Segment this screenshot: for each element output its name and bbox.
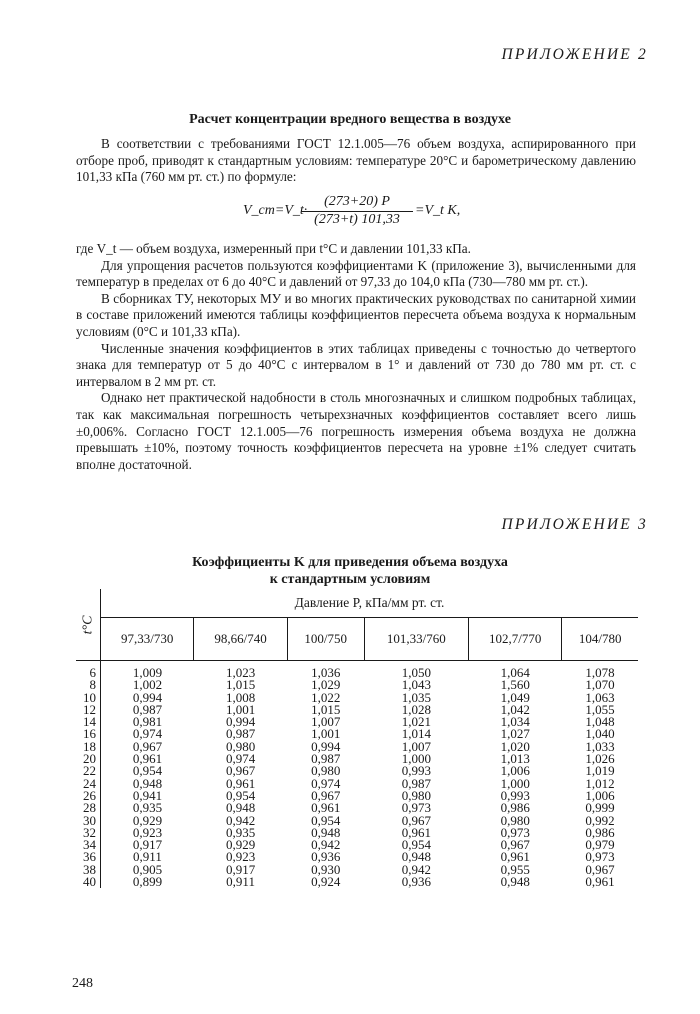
coefficient-cell: 0,961 — [500, 849, 530, 865]
coefficient-cell: 1,070 — [585, 677, 615, 693]
coefficient-cell: 0,942 — [225, 812, 256, 828]
coefficient-cell: 1,035 — [401, 689, 431, 705]
coefficient-cell: 0,948 — [132, 775, 163, 791]
coefficient-cell: 1,049 — [500, 689, 530, 705]
temperature-cell: 26 — [76, 790, 101, 802]
coefficient-cell: 0,936 — [311, 849, 341, 865]
coefficient-cell: 1,008 — [225, 689, 256, 705]
coefficient-cell: 0,948 — [225, 800, 256, 816]
coefficient-cell: 1,000 — [500, 775, 530, 791]
coefficient-cell: 0,987 — [225, 726, 256, 742]
coefficient-cell: 1,007 — [401, 738, 431, 754]
coefficient-cell: 0,955 — [500, 861, 530, 877]
temperature-cell: 24 — [76, 778, 101, 790]
pressure-column-header: 102,7/770 — [469, 618, 562, 661]
paragraph-collections: В сборниках ТУ, некоторых МУ и во многих практических руководствах по санитарной химии в составе приложений имеются таблицы коэффициентов пересчета объема воздуха к нормальным условиям (0°C и 101,33 кПа). — [76, 290, 636, 339]
coefficient-cell: 1,064 — [500, 665, 530, 680]
coefficient-cell: 0,961 — [311, 800, 341, 816]
coefficient-cell: 0,948 — [311, 824, 341, 840]
coefficient-cell: 0,905 — [132, 861, 163, 877]
coefficient-cell: 0,967 — [585, 861, 615, 877]
coefficient-cell: 0,923 — [225, 849, 256, 865]
temperature-cell: 6 — [76, 661, 101, 680]
coefficient-cell: 1,019 — [585, 763, 615, 779]
coefficient-cell: 1,015 — [225, 677, 256, 693]
pressure-group-header: Давление P, кПа/мм рт. ст. — [101, 589, 639, 618]
page-number: 248 — [72, 976, 93, 991]
coefficient-cell: 0,961 — [132, 751, 163, 767]
coefficient-cell: 1,014 — [401, 726, 431, 742]
coefficient-cell: 1,007 — [311, 714, 341, 730]
coefficient-cell: 1,560 — [500, 677, 530, 693]
volume-formula — [243, 194, 483, 232]
coefficient-cell: 1,006 — [585, 787, 615, 803]
pressure-column-header: 104/780 — [562, 618, 638, 661]
paragraph-where: где V_t — объем воздуха, измеренный при t°C и давлении 101,33 кПа. — [76, 241, 471, 256]
temperature-cell: 34 — [76, 839, 101, 851]
coefficient-cell: 0,994 — [132, 689, 163, 705]
coefficient-cell: 0,967 — [132, 738, 163, 754]
coefficient-cell: 1,021 — [401, 714, 431, 730]
coefficient-cell: 1,055 — [585, 701, 615, 717]
coefficient-cell: 1,001 — [225, 701, 256, 717]
coefficient-cell: 0,973 — [585, 849, 615, 865]
coefficient-cell: 1,036 — [311, 665, 341, 680]
temperature-cell: 22 — [76, 765, 101, 777]
formula-denominator: (273+t) 101,33 — [314, 212, 400, 227]
coefficient-cell: 0,980 — [500, 812, 530, 828]
coefficient-cell: 1,009 — [132, 665, 163, 680]
coefficient-cell: 0,942 — [401, 861, 431, 877]
pressure-column-header: 101,33/760 — [364, 618, 468, 661]
coefficient-cell: 0,936 — [401, 874, 431, 890]
coefficient-cell: 1,043 — [401, 677, 431, 693]
paragraph-precision: Численные значения коэффициентов в этих таблицах приведены с точностью до четвертого знака для температур от 5 до 40°C с интервалом в 1° и давлений от 730 до 780 мм рт. ст. с интервалом в 2 мм рт. ст. — [76, 340, 636, 389]
coefficient-cell: 0,961 — [585, 874, 615, 890]
pressure-column-header: 97,33/730 — [101, 618, 194, 661]
coefficient-cell: 1,001 — [311, 726, 341, 742]
coefficient-cell: 0,942 — [311, 837, 341, 853]
temperature-cell: 14 — [76, 716, 101, 728]
paragraph-intro: В соответствии с требованиями ГОСТ 12.1.005—76 объем воздуха, аспирированного при отборе проб, приводят к стандартным условиям: температуре 20°C и барометрическому давлению 101,33 кПа (760 мм рт. ст.) по формуле: — [76, 136, 636, 185]
appendix-3-title — [0, 554, 700, 588]
formula-lhs: V_ст=V_t· — [243, 203, 308, 218]
coefficient-cell: 0,929 — [132, 812, 163, 828]
coefficient-cell: 0,917 — [132, 837, 163, 853]
coefficient-cell: 1,042 — [500, 701, 530, 717]
temperature-column-header: t°C — [76, 589, 101, 661]
pressure-column-header: 98,66/740 — [194, 618, 287, 661]
coefficient-cell: 1,033 — [585, 738, 615, 754]
coefficient-cell: 0,948 — [401, 849, 431, 865]
coefficient-cell: 0,930 — [311, 861, 341, 877]
coefficient-cell: 0,980 — [311, 763, 341, 779]
coefficient-cell: 1,022 — [311, 689, 341, 705]
paragraph-simplification: Для упрощения расчетов пользуются коэффициентами K (приложение 3), вычисленными для температур в пределах от 6 до 40°C и давлений от 97,33 до 104,0 кПа (730—780 мм рт. ст.). — [76, 257, 636, 290]
coefficient-cell: 0,981 — [132, 714, 163, 730]
table-title-line-1: Коэффициенты K для приведения объема воздуха — [192, 555, 508, 570]
coefficient-cell: 0,973 — [401, 800, 431, 816]
formula-fraction — [301, 194, 413, 228]
coefficient-cell: 0,979 — [585, 837, 615, 853]
coefficient-cell: 0,992 — [585, 812, 615, 828]
coefficient-cell: 0,967 — [401, 812, 431, 828]
temperature-cell: 38 — [76, 864, 101, 876]
formula-rhs: =V_t K, — [415, 203, 461, 218]
coefficient-cell: 0,987 — [311, 751, 341, 767]
coefficient-cell: 0,935 — [132, 800, 163, 816]
coefficient-cell: 0,917 — [225, 861, 256, 877]
coefficient-cell: 0,974 — [132, 726, 163, 742]
table-body — [76, 661, 638, 889]
coefficient-cell: 1,063 — [585, 689, 615, 705]
temperature-cell: 10 — [76, 692, 101, 704]
coefficient-cell: 1,020 — [500, 738, 530, 754]
coefficient-cell: 0,987 — [132, 701, 163, 717]
coefficient-cell: 1,078 — [585, 665, 615, 680]
coefficient-cell: 0,929 — [225, 837, 256, 853]
coefficient-cell: 0,923 — [132, 824, 163, 840]
temperature-cell: 12 — [76, 704, 101, 716]
coefficient-cell: 0,961 — [225, 775, 256, 791]
coefficient-cell: 0,967 — [500, 837, 530, 853]
coefficient-cell: 1,000 — [401, 751, 431, 767]
temperature-cell: 16 — [76, 728, 101, 740]
coefficient-cell: 0,999 — [585, 800, 615, 816]
coefficient-cell: 1,028 — [401, 701, 431, 717]
appendix-2-intro — [76, 136, 636, 186]
coefficient-cell: 0,974 — [225, 751, 256, 767]
pressure-column-header: 100/750 — [287, 618, 364, 661]
coefficient-cell: 1,048 — [585, 714, 615, 730]
temperature-cell: 28 — [76, 802, 101, 814]
coefficient-cell: 0,954 — [401, 837, 431, 853]
coefficient-cell: 0,993 — [500, 787, 530, 803]
coefficient-cell: 0,967 — [225, 763, 256, 779]
appendix-3-heading: ПРИЛОЖЕНИЕ 3 — [501, 516, 648, 533]
coefficient-cell: 0,987 — [401, 775, 431, 791]
coefficient-cell: 0,993 — [401, 763, 431, 779]
temperature-cell: 40 — [76, 876, 101, 888]
coefficient-cell: 0,899 — [132, 874, 163, 890]
coefficient-cell: 1,006 — [500, 763, 530, 779]
temperature-cell: 18 — [76, 741, 101, 753]
appendix-2-title: Расчет концентрации вредного вещества в воздухе — [189, 112, 511, 127]
coefficient-cell: 1,050 — [401, 665, 431, 680]
coefficient-cell: 0,986 — [500, 800, 530, 816]
coefficient-cell: 0,974 — [311, 775, 341, 791]
appendix-2-heading: ПРИЛОЖЕНИЕ 2 — [501, 46, 648, 63]
coefficient-cell: 0,941 — [132, 787, 163, 803]
coefficient-cell: 0,961 — [401, 824, 431, 840]
coefficient-cell: 1,034 — [500, 714, 530, 730]
temperature-cell: 36 — [76, 851, 101, 863]
coefficient-cell: 0,994 — [225, 714, 256, 730]
coefficient-cell: 0,980 — [225, 738, 256, 754]
coefficient-cell: 1,013 — [500, 751, 530, 767]
coefficient-cell: 0,948 — [500, 874, 530, 890]
coefficient-cell: 0,954 — [311, 812, 341, 828]
coefficient-cell: 0,994 — [311, 738, 341, 754]
coefficient-cell: 1,029 — [311, 677, 341, 693]
appendix-2-body — [76, 241, 636, 473]
coefficient-cell: 0,911 — [133, 849, 162, 865]
coefficient-cell: 1,012 — [585, 775, 615, 791]
coefficient-cell: 1,040 — [585, 726, 615, 742]
coefficient-cell: 1,026 — [585, 751, 615, 767]
coefficient-cell: 0,980 — [401, 787, 431, 803]
formula-numerator: (273+20) P — [301, 194, 413, 212]
coefficient-cell: 0,954 — [132, 763, 163, 779]
coefficient-cell: 1,023 — [225, 665, 256, 680]
temperature-cell: 8 — [76, 679, 101, 691]
table-row — [76, 876, 638, 888]
coefficient-table — [76, 589, 638, 888]
coefficient-cell: 1,015 — [311, 701, 341, 717]
coefficient-cell: 0,986 — [585, 824, 615, 840]
coefficient-cell: 1,002 — [132, 677, 163, 693]
coefficient-cell: 0,911 — [226, 874, 255, 890]
temperature-cell: 30 — [76, 815, 101, 827]
temperature-cell: 20 — [76, 753, 101, 765]
coefficient-cell: 0,973 — [500, 824, 530, 840]
coefficient-cell: 0,935 — [225, 824, 256, 840]
coefficient-cell: 0,954 — [225, 787, 256, 803]
coefficient-cell: 0,924 — [311, 874, 341, 890]
coefficient-cell: 1,027 — [500, 726, 530, 742]
temperature-cell: 32 — [76, 827, 101, 839]
coefficient-cell: 0,967 — [311, 787, 341, 803]
table-title-line-2: к стандартным условиям — [269, 572, 431, 587]
paragraph-conclusion: Однако нет практической надобности в столь многозначных и слишком подробных таблицах, так как максимальная погрешность четырехзначных коэффициентов составляет всего лишь ±0,006%. Согласно ГОСТ 12.1.005—76 погрешность измерения объема воздуха не должна превышать ±10%, поэтому точность коэффициентов пересчета на уровне ±1% следует считать вполне достаточной. — [76, 390, 636, 472]
pressure-column-headers — [76, 618, 638, 661]
